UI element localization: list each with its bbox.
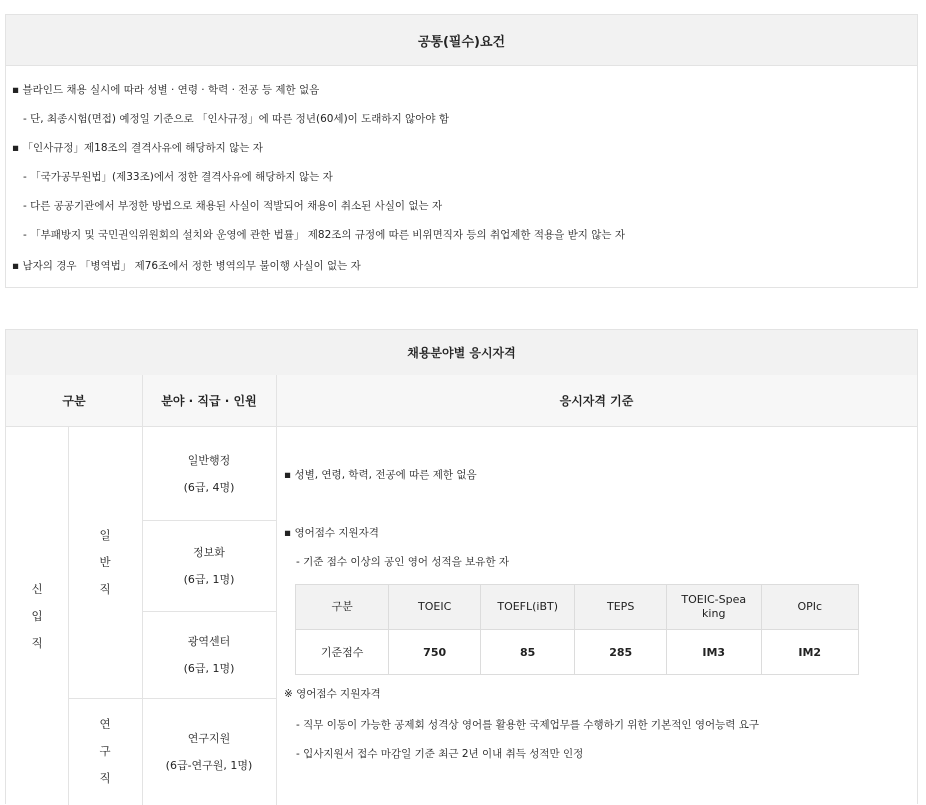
criteria-english-detail: - 기준 점수 이상의 공인 영어 성적을 보유한 자 — [296, 556, 510, 568]
field-grade: (6급, 4명) — [183, 480, 235, 494]
score-header: OPIc — [761, 585, 859, 630]
score-cell: IM2 — [761, 630, 859, 675]
field-research-support — [142, 698, 276, 805]
qualifications-table — [5, 329, 918, 804]
group-char: 구 — [99, 744, 111, 758]
common-requirements-title: 공통(필수)요건 — [6, 15, 917, 66]
field-admin — [142, 427, 276, 520]
score-cell: 750 — [389, 630, 481, 675]
requirement-line: - 단, 최종시험(면접) 예정일 기준으로 「인사규정」에 따른 정년(60세)이 도래하지 않아야 함 — [23, 113, 449, 125]
score-cell: 기준점수 — [296, 630, 389, 675]
group-char: 직 — [31, 635, 43, 650]
score-header — [667, 585, 762, 630]
field-grade: (6급, 1명) — [183, 572, 235, 586]
score-header: TOEFL(iBT) — [481, 585, 575, 630]
requirement-line: ▪ 남자의 경우 「병역법」 제76조에서 정한 병역의무 불이행 사실이 없는 자 — [12, 260, 361, 272]
group-char: 연 — [99, 717, 111, 731]
score-cell: 85 — [481, 630, 575, 675]
group-char: 직 — [99, 582, 111, 596]
group-char: 신 — [31, 581, 43, 596]
criteria-no-restriction: ▪ 성별, 연령, 학력, 전공에 따른 제한 없음 — [284, 469, 477, 481]
score-header: 구분 — [296, 585, 389, 630]
field-grade: (6급-연구원, 1명) — [165, 758, 253, 772]
score-header: TOEIC — [389, 585, 481, 630]
qualifications-title: 채용분야별 응시자격 — [6, 330, 917, 376]
requirement-line: - 「국가공무원법」(제33조)에서 정한 결격사유에 해당하지 않는 자 — [23, 171, 333, 183]
requirement-line: ▪ 「인사규정」제18조의 결격사유에 해당하지 않는 자 — [12, 142, 263, 154]
header-field: 분야 · 직급 · 인원 — [142, 375, 276, 427]
criteria-note-line: - 입사지원서 접수 마감일 기준 최근 2년 이내 취득 성적만 인정 — [296, 748, 584, 760]
requirement-line: - 다른 공공기관에서 부정한 방법으로 채용된 사실이 적발되어 채용이 취소된 사실이 없는 자 — [23, 200, 443, 212]
group-char: 반 — [99, 555, 111, 569]
criteria-english: ▪ 영어점수 지원자격 — [284, 527, 379, 539]
score-header-row — [296, 585, 859, 630]
requirement-line: ▪ 블라인드 채용 실시에 따라 성별 · 연령 · 학력 · 전공 등 제한 없음 — [12, 84, 320, 96]
field-regional-center — [142, 611, 276, 698]
field-it — [142, 520, 276, 611]
field-name: 일반행정 — [187, 453, 231, 467]
group-new-hire — [6, 427, 68, 805]
english-score-table — [295, 584, 859, 675]
criteria-note-line: - 직무 이동이 가능한 공제회 성격상 영어를 활용한 국제업무를 수행하기 위한 기본적인 영어능력 요구 — [296, 719, 760, 731]
score-header: TEPS — [575, 585, 667, 630]
group-char: 직 — [99, 771, 111, 785]
criteria-note-title: ※ 영어점수 지원자격 — [284, 688, 381, 700]
group-char: 입 — [31, 608, 43, 623]
field-name: 정보화 — [193, 545, 225, 559]
divider — [276, 375, 277, 805]
score-header-text: TOEIC-Speaking — [681, 593, 747, 620]
common-requirements-panel — [5, 14, 918, 288]
header-criteria: 응시자격 기준 — [276, 375, 917, 427]
group-char: 일 — [99, 528, 111, 542]
field-grade: (6급, 1명) — [183, 661, 235, 675]
field-name: 연구지원 — [187, 731, 231, 745]
group-research — [68, 698, 142, 805]
field-name: 광역센터 — [187, 634, 231, 648]
header-division: 구분 — [6, 375, 142, 427]
requirement-line: - 「부패방지 및 국민권익위원회의 설치와 운영에 관한 법률」 제82조의 규정에 따른 비위면직자 등의 취업제한 적용을 받지 않는 자 — [23, 229, 626, 241]
group-general — [68, 427, 142, 698]
score-cell: 285 — [575, 630, 667, 675]
score-cell: IM3 — [667, 630, 762, 675]
score-row — [296, 630, 859, 675]
